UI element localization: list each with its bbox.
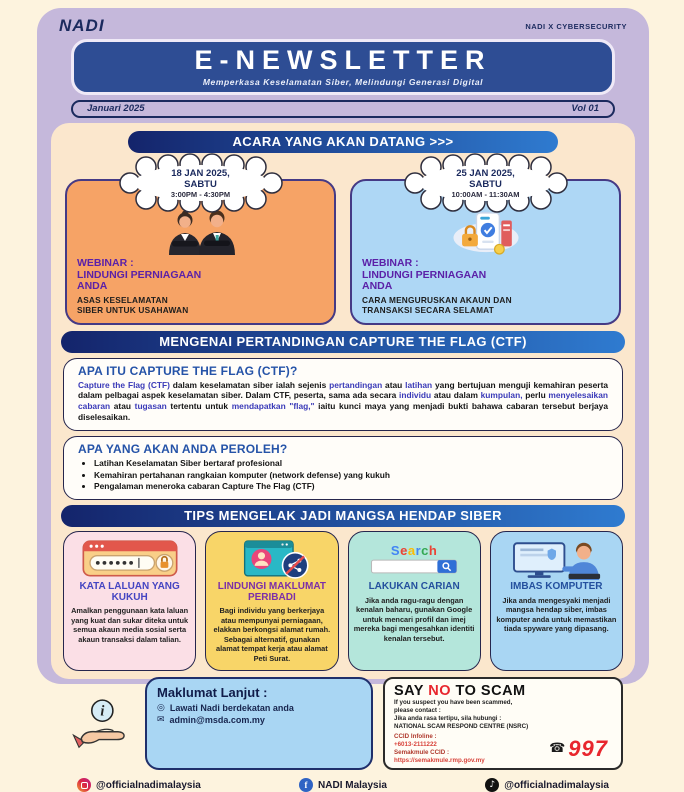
- events-row: [65, 168, 621, 325]
- tiktok-icon: ♪: [485, 778, 499, 792]
- footer-socials: [61, 772, 625, 792]
- content-panel: [51, 123, 635, 791]
- event-date-badge: [401, 157, 571, 209]
- tip-title: IMBAS KOMPUTER: [510, 581, 603, 593]
- title-banner: [71, 39, 615, 95]
- tip-body: Jika anda ragu-ragu dengan kenalan baharu, gunakan Google untuk mencari profil dan imej mereka bagi mengesahkan identiti kenalan tersebut.: [353, 595, 475, 643]
- tiktok-link[interactable]: [485, 778, 609, 792]
- business-people-illustration: [77, 209, 324, 255]
- event-day: SABTU: [184, 178, 217, 190]
- computer-scan-icon: [496, 538, 617, 580]
- ctf-benefits-card: [63, 436, 623, 500]
- email-icon: ✉: [157, 715, 165, 726]
- scam-bottom: [394, 733, 612, 764]
- scam-line-2: please contact :: [394, 707, 441, 715]
- event-title: WEBINAR : LINDUNGI PERNIAGAAN ANDA: [362, 257, 487, 293]
- tip-body: Jika anda mengesyaki menjadi mangsa hendap siber, imbas komputer anda untuk memastikan tiada spyware yang dipasang.: [496, 595, 617, 634]
- facebook-handle: NADI Malaysia: [318, 779, 387, 791]
- scam-line-3: Jika anda rasa tertipu, sila hubungi :: [394, 715, 502, 723]
- newsletter-page: [37, 8, 649, 791]
- ctf-benefits-list: • Latihan Keselamatan Siber bertaraf profesional • Kemahiran pertahanan rangkaian komputer (network defense) yang kukuh • Pengalaman meneroka cabaran Capture The Flag (CTF): [94, 458, 608, 492]
- instagram-icon: [77, 778, 91, 792]
- page-subtitle: Memperkasa Keselamatan Siber, Melindungi Generasi Digital: [202, 77, 484, 87]
- semakmule-url[interactable]: https://semakmule.rmp.gov.my: [394, 756, 485, 764]
- search-engine-icon: [354, 538, 475, 580]
- scam-contacts: [394, 733, 485, 764]
- event-description: CARA MENGURUSKAN AKAUN DAN TRANSAKSI SECARA SELAMAT: [362, 294, 512, 315]
- section-banner-tips: TIPS MENGELAK JADI MANGSA HENDAP SIBER: [61, 505, 625, 527]
- instagram-link[interactable]: [77, 778, 201, 792]
- ccid-infoline-label: CCID Infoline :: [394, 733, 437, 741]
- event-time: 10:00AM - 11:30AM: [451, 189, 520, 199]
- tips-row: [63, 531, 623, 671]
- scam-title: [394, 683, 612, 699]
- scam-title-prefix: SAY: [394, 683, 429, 700]
- tip-title: KATA LALUAN YANG KUKUH: [79, 581, 180, 603]
- tip-card-privacy: [205, 531, 338, 671]
- tip-card-scan: [490, 531, 623, 671]
- secure-transaction-illustration: [362, 209, 609, 255]
- event-card-webinar-2: [350, 168, 621, 325]
- tip-body: Amalkan penggunaan kata laluan yang kuat dan sukar diteka untuk semua akaun media sosial serta akaun transaksi dalam talian.: [71, 606, 189, 644]
- facebook-link[interactable]: [299, 778, 387, 792]
- semakmule-label: Semakmule CCID :: [394, 748, 450, 756]
- facebook-icon: f: [299, 778, 313, 792]
- event-date: 25 JAN 2025,: [456, 168, 515, 180]
- contact-heading: Maklumat Lanjut :: [157, 685, 268, 701]
- contact-visit-text: Lawati Nadi berdekatan anda: [169, 703, 294, 714]
- ccid-infoline-number[interactable]: +6013-2111222: [394, 741, 437, 749]
- info-hand-icon: [63, 677, 135, 770]
- page-title: E-NEWSLETTER: [194, 45, 492, 75]
- phone-icon: ☎: [549, 741, 566, 757]
- ctf-about-paragraph: Capture the Flag (CTF) dalam keselamatan siber ialah sejenis pertandingan atau latihan yang bertujuan menguji kemahiran peserta dalam pelbagai aspek keselamatan siber. Dalam CTF, peserta, sama ada secara individu atau dalam kumpulan, perlu menyelesaikan cabaran atau tugasan tertentu untuk mendapatkan "flag," iaitu kunci maya yang menjadi bukti bahawa cabaran tersebut berjaya diselesaikan.: [78, 379, 609, 423]
- search-wordmark: Search: [390, 543, 438, 559]
- private-profile-icon: [211, 538, 332, 580]
- issue-bar: [71, 100, 615, 118]
- scam-line-4: NATIONAL SCAM RESPOND CENTRE (NSRC): [394, 723, 529, 731]
- contact-box: [145, 677, 373, 770]
- password-field-icon: [69, 538, 190, 580]
- location-icon: ◎: [157, 703, 165, 714]
- say-no-to-scam-box: [383, 677, 623, 770]
- event-time: 3:00PM - 4:30PM: [170, 189, 231, 199]
- svg-text:i: i: [100, 703, 105, 720]
- instagram-handle: @officialnadimalaysia: [96, 779, 201, 791]
- header: [51, 14, 635, 39]
- hotline-number: 997: [568, 735, 608, 761]
- section-banner-events: ACARA YANG AKAN DATANG >>>: [128, 131, 558, 153]
- scam-title-no: NO: [428, 683, 451, 700]
- tip-card-search: [348, 531, 481, 671]
- event-title: WEBINAR : LINDUNGI PERNIAGAAN ANDA: [77, 257, 202, 293]
- tip-title: LINDUNGI MAKLUMAT PERIBADI: [217, 581, 326, 603]
- contact-email-text: admin@msda.com.my: [169, 715, 265, 726]
- tip-title: LAKUKAN CARIAN: [368, 581, 460, 593]
- contact-visit[interactable]: [157, 703, 361, 713]
- event-card-webinar-1: [65, 168, 336, 325]
- event-date-text: [401, 157, 571, 209]
- event-date-badge: [116, 157, 286, 209]
- ctf-about-heading: APA ITU CAPTURE THE FLAG (CTF)?: [78, 363, 298, 378]
- issue-date: Januari 2025: [87, 103, 145, 114]
- scam-line-1: If you suspect you have been scammed,: [394, 699, 513, 707]
- ctf-about-card: [63, 358, 623, 432]
- event-date: 18 JAN 2025,: [171, 168, 230, 180]
- contact-email[interactable]: [157, 715, 361, 725]
- tip-card-password: [63, 531, 196, 671]
- volume-label: Vol 01: [571, 103, 599, 114]
- tiktok-handle: @officialnadimalaysia: [504, 779, 609, 791]
- scam-title-suffix: TO SCAM: [451, 683, 526, 700]
- bottom-row: [63, 677, 623, 770]
- nadi-logo: NADI: [59, 16, 105, 35]
- tip-body: Bagi individu yang berkerjaya atau mempunyai perniagaan, elakkan berkongsi alamat rumah. Sebagai alternatif, gunakan alamat tempat kerja atau alamat Peti Surat.: [213, 606, 331, 663]
- hotline-997[interactable]: [549, 736, 608, 762]
- section-banner-ctf: MENGENAI PERTANDINGAN CAPTURE THE FLAG (CTF): [61, 331, 625, 353]
- event-day: SABTU: [469, 178, 502, 190]
- brand-tagline: NADI X CYBERSECURITY: [525, 21, 627, 31]
- event-description: ASAS KESELAMATAN SIBER UNTUK USAHAWAN: [77, 294, 189, 315]
- event-date-text: [116, 157, 286, 209]
- ctf-benefits-heading: APA YANG AKAN ANDA PEROLEH?: [78, 442, 288, 457]
